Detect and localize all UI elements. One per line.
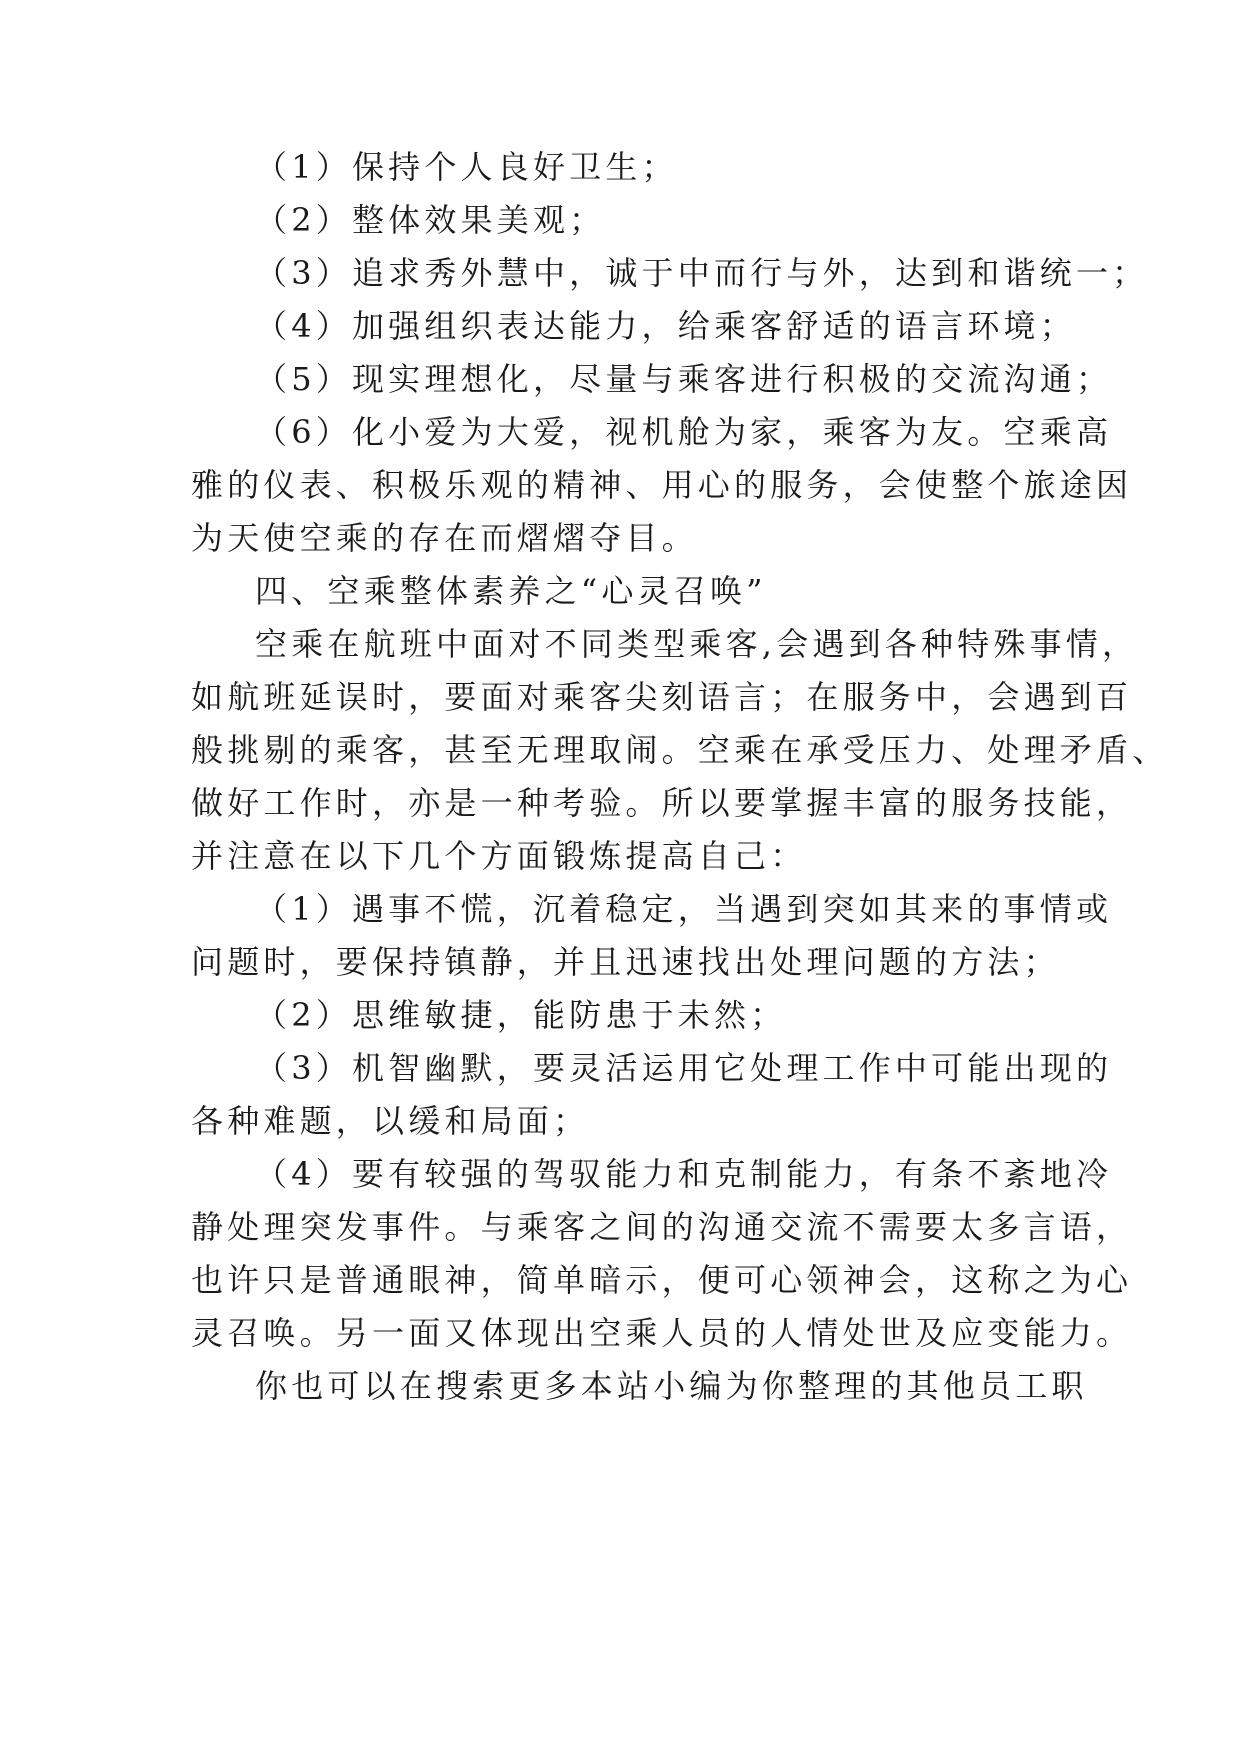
paragraph-line: 静处理突发事件。与乘客之间的沟通交流不需要太多言语， [191,1208,1133,1246]
paragraph-line: 如航班延误时，要面对乘客尖刻语言；在服务中，会遇到百 [191,678,1133,716]
paragraph-line: 问题时，要保持镇静，并且迅速找出处理问题的方法； [191,943,1060,981]
closing-line: 你也可以在搜索更多本站小编为你整理的其他员工职 [255,1367,1088,1405]
paragraph-line: 为天使空乘的存在而熠熠夺目。 [191,519,698,557]
paragraph-line: 雅的仪表、积极乐观的精神、用心的服务，会使整个旅途因 [191,466,1133,504]
paragraph-line: 空乘在航班中面对不同类型乘客,会遇到各种特殊事情， [255,625,1139,663]
paragraph-line: 并注意在以下几个方面锻炼提高自己： [191,837,807,875]
list-item-harmony: （3）追求秀外慧中，诚于中而行与外，达到和谐统一； [255,254,1149,292]
section-heading: 四、空乘整体素养之“心灵召唤” [255,572,767,610]
list-item-expression: （4）加强组织表达能力，给乘客舒适的语言环境； [255,307,1076,345]
list-item-love: （6）化小爱为大爱，视机舱为家，乘客为友。空乘高 [255,413,1113,451]
list-item-control: （4）要有较强的驾驭能力和克制能力，有条不紊地冷 [255,1155,1113,1193]
paragraph-line: 也许只是普通眼神，简单暗示，便可心领神会，这称之为心 [191,1261,1133,1299]
list-item-humor: （3）机智幽默，要灵活运用它处理工作中可能出现的 [255,1049,1113,1087]
list-item-appearance: （2）整体效果美观； [255,201,606,239]
paragraph-line: 般挑剔的乘客，甚至无理取闹。空乘在承受压力、处理矛盾、 [191,731,1169,769]
list-item-hygiene: （1）保持个人良好卫生； [255,148,678,186]
paragraph-line: 各种难题，以缓和局面； [191,1102,590,1140]
paragraph-line: 灵召唤。另一面又体现出空乘人员的人情处世及应变能力。 [191,1314,1133,1352]
list-item-calm: （1）遇事不慌，沉着稳定，当遇到突如其来的事情或 [255,890,1113,928]
list-item-agile: （2）思维敏捷，能防患于未然； [255,996,787,1034]
paragraph-line: 做好工作时，亦是一种考验。所以要掌握丰富的服务技能， [191,784,1133,822]
list-item-communication: （5）现实理想化，尽量与乘客进行积极的交流沟通； [255,360,1113,398]
